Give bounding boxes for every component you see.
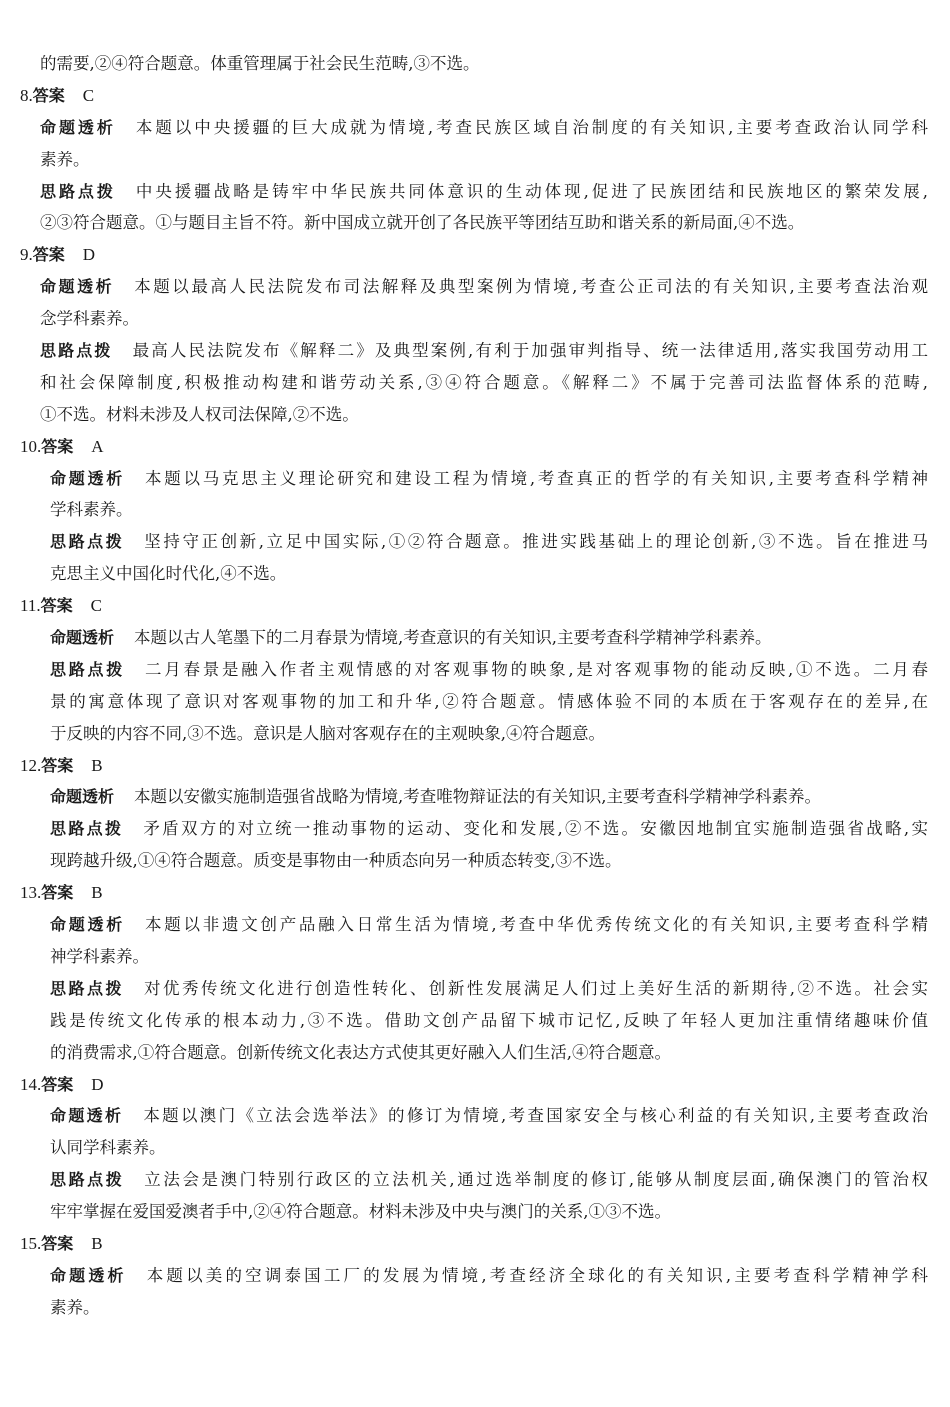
approach-text: ①不选。材料未涉及人权司法保障,②不选。 bbox=[40, 404, 359, 424]
answer-item bbox=[0, 1228, 950, 1324]
answer-choice: B bbox=[91, 883, 103, 903]
question-number: 11. bbox=[20, 596, 41, 616]
analysis-text: 本题以马克思主义理论研究和建设工程为情境,考查真正的哲学的有关知识,主要考查科学精神 bbox=[144, 468, 928, 488]
analysis-line bbox=[0, 463, 928, 495]
question-number: 13. bbox=[20, 883, 42, 903]
answer-label: 答案 bbox=[41, 1074, 74, 1094]
question-number: 10. bbox=[20, 436, 42, 456]
analysis-line bbox=[0, 909, 928, 941]
question-number: 12. bbox=[20, 755, 42, 775]
approach-text: 牢牢掌握在爱国爱澳者手中,②④符合题意。材料未涉及中央与澳门的关系,①③不选。 bbox=[50, 1202, 671, 1222]
question-header bbox=[0, 80, 950, 112]
question-header bbox=[0, 750, 950, 782]
approach-text: 和社会保障制度,积极推动构建和谐劳动关系,③④符合题意。《解释二》不属于完善司法监督体系的范畴, bbox=[40, 372, 928, 392]
analysis-text: 学科素养。 bbox=[50, 500, 133, 520]
analysis-line bbox=[0, 494, 928, 526]
answer-label: 答案 bbox=[40, 596, 73, 616]
analysis-text: 本题以安徽实施制造强省战略为情境,考查唯物辩证法的有关知识,主要考查科学精神学科素养。 bbox=[134, 787, 822, 807]
answer-label: 答案 bbox=[32, 245, 65, 265]
approach-text: 中央援疆战略是铸牢中华民族共同体意识的生动体现,促进了民族团结和民族地区的繁荣发展, bbox=[135, 181, 928, 201]
answer-item bbox=[0, 80, 950, 239]
continued-fragment: 的需要,②④符合题意。体重管理属于社会民生范畴,③不选。 bbox=[40, 54, 480, 73]
answer-choice: A bbox=[91, 436, 104, 456]
question-number: 15. bbox=[20, 1233, 42, 1253]
approach-heading: 思路点拨 bbox=[50, 978, 124, 998]
approach-line bbox=[0, 1196, 928, 1228]
analysis-line bbox=[0, 1132, 928, 1164]
analysis-text: 本题以美的空调泰国工厂的发展为情境,考查经济全球化的有关知识,主要考查科学精神学科 bbox=[146, 1265, 928, 1285]
answer-choice: D bbox=[91, 1074, 104, 1094]
approach-line bbox=[0, 367, 928, 399]
analysis-line bbox=[0, 622, 928, 654]
answer-key-page bbox=[0, 48, 950, 1324]
answer-label: 答案 bbox=[41, 1233, 74, 1253]
approach-heading: 思路点拨 bbox=[50, 659, 125, 679]
answer-item bbox=[0, 239, 950, 430]
answer-item bbox=[0, 431, 950, 590]
question-number: 14. bbox=[20, 1074, 42, 1094]
analysis-heading: 命题透析 bbox=[50, 787, 115, 807]
approach-line bbox=[0, 335, 928, 367]
approach-text: 的消费需求,①符合题意。创新传统文化表达方式使其更好融入人们生活,④符合题意。 bbox=[50, 1042, 671, 1062]
question-header bbox=[0, 1069, 950, 1101]
approach-line bbox=[0, 399, 928, 431]
analysis-text: 本题以最高人民法院发布司法解释及典型案例为情境,考查公正司法的有关知识,主要考查法治观 bbox=[134, 277, 928, 297]
approach-heading: 思路点拨 bbox=[50, 532, 125, 552]
answer-label: 答案 bbox=[41, 436, 74, 456]
answer-choice: C bbox=[82, 85, 95, 105]
approach-line bbox=[0, 686, 928, 718]
answer-choice: B bbox=[91, 755, 103, 775]
question-number: 9. bbox=[20, 245, 33, 265]
approach-heading: 思路点拨 bbox=[50, 1170, 125, 1190]
approach-line bbox=[0, 718, 928, 750]
analysis-heading: 命题透析 bbox=[50, 628, 115, 648]
answer-label: 答案 bbox=[32, 85, 65, 105]
analysis-line bbox=[0, 112, 928, 144]
analysis-text: 本题以澳门《立法会选举法》的修订为情境,考查国家安全与核心利益的有关知识,主要考查政治 bbox=[143, 1106, 928, 1126]
answer-label: 答案 bbox=[41, 755, 74, 775]
question-header bbox=[0, 1228, 950, 1260]
approach-heading: 思路点拨 bbox=[50, 819, 124, 839]
approach-text: ②③符合题意。①与题目主旨不符。新中国成立就开创了各民族平等团结互助和谐关系的新局面,④不选。 bbox=[40, 213, 805, 233]
answer-item bbox=[0, 877, 950, 1068]
approach-line bbox=[0, 654, 928, 686]
approach-text: 现跨越升级,①④符合题意。质变是事物由一种质态向另一种质态转变,③不选。 bbox=[50, 851, 622, 871]
approach-text: 矛盾双方的对立统一推动事物的运动、变化和发展,②不选。安徽因地制宜实施制造强省战略,实 bbox=[143, 819, 928, 839]
analysis-line bbox=[0, 1100, 928, 1132]
question-number: 8. bbox=[20, 85, 33, 105]
analysis-heading: 命题透析 bbox=[40, 117, 116, 137]
analysis-line bbox=[0, 1260, 928, 1292]
approach-line bbox=[0, 526, 928, 558]
analysis-heading: 命题透析 bbox=[50, 1106, 124, 1126]
analysis-text: 本题以非遗文创产品融入日常生活为情境,考查中华优秀传统文化的有关知识,主要考查科学精 bbox=[144, 915, 928, 935]
approach-text: 最高人民法院发布《解释二》及典型案例,有利于加强审判指导、统一法律适用,落实我国劳动用工 bbox=[132, 341, 928, 361]
analysis-text: 素养。 bbox=[50, 1297, 100, 1317]
answer-label: 答案 bbox=[41, 883, 74, 903]
analysis-text: 认同学科素养。 bbox=[50, 1138, 166, 1158]
analysis-heading: 命题透析 bbox=[50, 915, 125, 935]
analysis-line bbox=[0, 941, 928, 973]
approach-heading: 思路点拨 bbox=[40, 341, 113, 361]
approach-line bbox=[0, 1037, 928, 1069]
approach-text: 对优秀传统文化进行创造性转化、创新性发展满足人们过上美好生活的新期待,②不选。社会实 bbox=[143, 978, 928, 998]
analysis-line bbox=[0, 781, 928, 813]
analysis-text: 本题以中央援疆的巨大成就为情境,考查民族区域自治制度的有关知识,主要考查政治认同学科 bbox=[135, 117, 928, 137]
analysis-heading: 命题透析 bbox=[40, 277, 115, 297]
answer-items bbox=[0, 80, 950, 1324]
answer-choice: B bbox=[91, 1233, 103, 1253]
analysis-line bbox=[0, 1292, 928, 1324]
approach-text: 践是传统文化传承的根本动力,③不选。借助文创产品留下城市记忆,反映了年轻人更加注重情绪趣味价值 bbox=[50, 1010, 928, 1030]
approach-line bbox=[0, 973, 928, 1005]
answer-item bbox=[0, 750, 950, 878]
approach-text: 克思主义中国化时代化,④不选。 bbox=[50, 564, 287, 584]
analysis-text: 念学科素养。 bbox=[40, 309, 139, 329]
answer-choice: D bbox=[82, 245, 96, 265]
question-header bbox=[0, 239, 950, 271]
approach-line bbox=[0, 813, 928, 845]
answer-item bbox=[0, 1069, 950, 1228]
approach-text: 于反映的内容不同,③不选。意识是人脑对客观存在的主观映象,④符合题意。 bbox=[50, 723, 605, 743]
analysis-heading: 命题透析 bbox=[50, 468, 125, 488]
approach-line bbox=[0, 558, 928, 590]
analysis-line bbox=[0, 144, 928, 176]
approach-heading: 思路点拨 bbox=[40, 181, 116, 201]
approach-text: 二月春景是融入作者主观情感的对客观事物的映象,是对客观事物的能动反映,①不选。二月春 bbox=[144, 659, 928, 679]
approach-text: 景的寓意体现了意识对客观事物的加工和升华,②符合题意。情感体验不同的本质在于客观存在的差异,在 bbox=[50, 691, 928, 711]
analysis-text: 本题以古人笔墨下的二月春景为情境,考查意识的有关知识,主要考查科学精神学科素养。 bbox=[134, 628, 772, 648]
question-header bbox=[0, 590, 950, 622]
answer-choice: C bbox=[90, 596, 102, 616]
analysis-line bbox=[0, 303, 928, 335]
approach-line bbox=[0, 207, 928, 239]
approach-line bbox=[0, 1005, 928, 1037]
approach-line bbox=[0, 176, 928, 208]
approach-line bbox=[0, 1164, 928, 1196]
analysis-text: 素养。 bbox=[40, 149, 90, 169]
approach-line bbox=[0, 845, 928, 877]
approach-text: 立法会是澳门特别行政区的立法机关,通过选举制度的修订,能够从制度层面,确保澳门的管治权 bbox=[144, 1170, 928, 1190]
analysis-text: 神学科素养。 bbox=[50, 946, 149, 966]
approach-text: 坚持守正创新,立足中国实际,①②符合题意。推进实践基础上的理论创新,③不选。旨在推进马 bbox=[144, 532, 928, 552]
answer-item bbox=[0, 590, 950, 749]
analysis-heading: 命题透析 bbox=[50, 1265, 127, 1285]
question-header bbox=[0, 877, 950, 909]
question-header bbox=[0, 431, 950, 463]
analysis-line bbox=[0, 271, 928, 303]
